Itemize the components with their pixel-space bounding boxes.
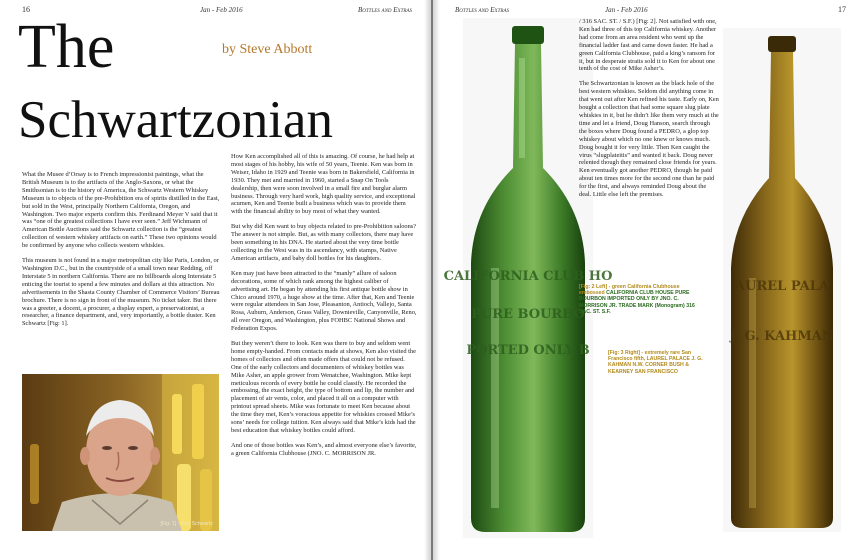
paragraph: But why did Ken want to buy objects related to pre-Prohibition saloons? The answer is not simple. But, as with many collectors, there may have been something in his DNA. He started about the very time bottle collecting in the West was in its ascendancy, with stamps, Native American artifacts, and baby doll bottles for his daughters.: [231, 223, 417, 262]
paragraph: Ken may just have been attracted to the “manly” allure of saloon decorations, some of which rank among the highest caliber of advertising art. He began by attending his first antique bottle show in Chico around 1970, a huge show at the time. After that, Ken and Teenie were regular attendees in San Jose, Pleasanton, Antioch, Vallejo, Santa Rosa, Auburn, Anderson, Grass Valley, Downieville, Canyonville, Reno, all over Oregon, and Washington, plus FOHBC National Shows and Federation Expos.: [231, 269, 417, 333]
caption-text: CALIFORNIA CLUB HOUSE PURE BOURBON IMPORTED ONLY BY JNO. C. MORRISON JR. TRADE MARK (Monogram) 316 SAC. ST. S.F.: [579, 290, 695, 315]
green-bottle-image: [443, 18, 613, 538]
paragraph: And one of those bottles was Ken’s, and almost everyone else’s favorite, a green California Clubhouse (JNO. C. MORRISON JR.: [231, 441, 417, 457]
fig3-photo: [723, 28, 841, 532]
bottle-embossing: CALIFORNIA CLUB HO: [443, 269, 613, 284]
caption-text: LAUREL PALACE J. G. KAHMAN N.W. CORNER BUSH & KEARNEY SAN FRANCISCO: [608, 356, 703, 375]
right-page: [433, 0, 864, 560]
bottle-embossing: J. G. KAHMAN: [730, 329, 834, 344]
portrait-illustration: [22, 374, 219, 531]
paragraph: This museum is not found in a major metropolitan city like Paris, London, or Washington D.C., but in the countryside of a small town near Redding, off Interstate 5 in northern California. There are no billboards along Interstate 5 enticing the tourist to spend a few minutes and dollars at this attraction. No advertisements in the Shasta County Chamber of Commerce Visitors’ Bureau brochure. There is no sign in front of the museum. No ticket taker. But there was a greeter, a docent, a procurer, a display expert, a preservationist, a researcher, a finance department, and, very importantly, a bottle duster. Ken Schwartz [Fig: 1].: [22, 257, 220, 328]
paragraph: How Ken accomplished all of this is amazing. Of course, he had help at most stages of his hobby, his wife of 50 years, Teenie. Ken was born in Weiser, Idaho in 1929 and Teenie was born in Bakersfield, California in 1930. They met and married in 1960, started a Snap On Tools dealership, then were soon involved in a small fire and burglar alarm business. Through very hard work, high quality service, and exceptional acumen, Ken and Teenie built a business which was to provide them with the financial ability to buy most of what they wanted.: [231, 153, 416, 216]
article-title-line2: Schwartzonian: [18, 91, 333, 149]
fig3-caption: [608, 350, 703, 375]
amber-bottle-image: [723, 28, 841, 532]
bottle-embossing: PORTED ONLY B: [466, 343, 590, 358]
spine-gutter: [424, 0, 440, 560]
left-column-1: [22, 171, 220, 335]
photo-caption: [Fig: 1] - Ken Schwartz: [160, 520, 213, 527]
byline: by Steve Abbott: [222, 42, 313, 57]
caption-label: [Fig: 2 Left] - green California Clubhouse embossed: [579, 284, 680, 297]
bottle-embossing: PURE BOURBO: [471, 307, 585, 322]
right-column: [579, 18, 719, 206]
running-head-right: Jan - Feb 2016: [605, 6, 648, 14]
ken-schwartz-photo: [22, 374, 219, 531]
paragraph: What the Musee d’Orsay is to French impressionist paintings, what the British Museum is to the artifacts of the Anglo-Saxons, or what the Smithsonian is to the history of America, the Schwartz Western Whiskey Museum is to objects of the pre-Prohibition era of spirits distilled in the East, but sold in the West, principally Northern California, Oregon, and Washington. Two major experts confirm this. Ferdinand Meyer V said that it was “one of the greatest collections I have ever seen.” Jeff Wichmann of American Bottle Auctions said the Schwartz collection is the “greatest collection of western whiskey artifacts on earth.” These two opinions would be confirmed by anyone who collects western whiskies.: [22, 171, 220, 250]
paragraph: But they weren’t there to look. Ken was there to buy and seldom went home empty-handed. From contacts made at shows, Ken also visited the homes of collectors and often made offers that could not be refused. One of the early collectors and documenters of whiskey bottles was Mike Asher, an apple grower from Wenatchee, Washington. Mike kept meticulous records of every bottle he could classify. He recorded the embossing, the exact height, the type of bottom and lip, the number and placement of air vents, color, and placed it all on a computer with printout spread sheets. Mike was fortunate to meet Ken because about the time they met, Ken’s voracious appetite for whiskies crossed Mike’s sons’ needs for college tuition. Ken always said that Mike’s kids had the best education that whiskey bottles could afford.: [231, 340, 416, 434]
paragraph: / 316 SAC. ST. / S.F.) [Fig: 2]. Not satisfied with one, Ken had three of this top California whiskey. Another had come from an area resident who went up the financial ladder fast and came down faster. He had a green California Clubhouse, paid a king’s ransom for it, but in desperate straits sold it to Ken for about one tenth of the cost of Mike Asher’s.: [579, 18, 717, 73]
fig2-caption: [579, 284, 695, 315]
running-section-right: Bottles and Extras: [455, 6, 510, 14]
caption-label: [Fig: 3 Right] - extremely rare San Francisco fifth,: [608, 350, 692, 363]
page-number-left: 16: [22, 5, 30, 14]
left-page: [0, 0, 431, 560]
left-column-2: [231, 153, 417, 465]
article-title-line1: The: [18, 13, 115, 81]
running-head-left: Jan - Feb 2016: [200, 6, 243, 14]
page-number-right: 17: [838, 5, 846, 14]
bottle-embossing: AUREL PALA: [735, 279, 829, 294]
paragraph: The Schwartzonian is known as the black hole of the best western whiskies. Seldom did anything come in that went out after Ken refined his taste. Early on, Ken bought a collection that had some square slug plate whiskies in it, but he didn’t like them very much at the time and let a friend, Doug Hanson, search through the boxes where Doug found a PEDRO, a glop top whiskey about which no one knew or knows much. Doug bought it for very little. Then Ken caught the virus “slugplateitis” and wanted it back. Doug never relented though they remained close friends for years. Ken eventually got another PEDRO, though he paid about ten times more for the second one than he paid for the first, and always reminded Doug about the deal. Little else left the premises.: [579, 80, 719, 199]
running-section-left: Bottles and Extras: [358, 6, 413, 14]
fig2-photo: [443, 18, 613, 538]
